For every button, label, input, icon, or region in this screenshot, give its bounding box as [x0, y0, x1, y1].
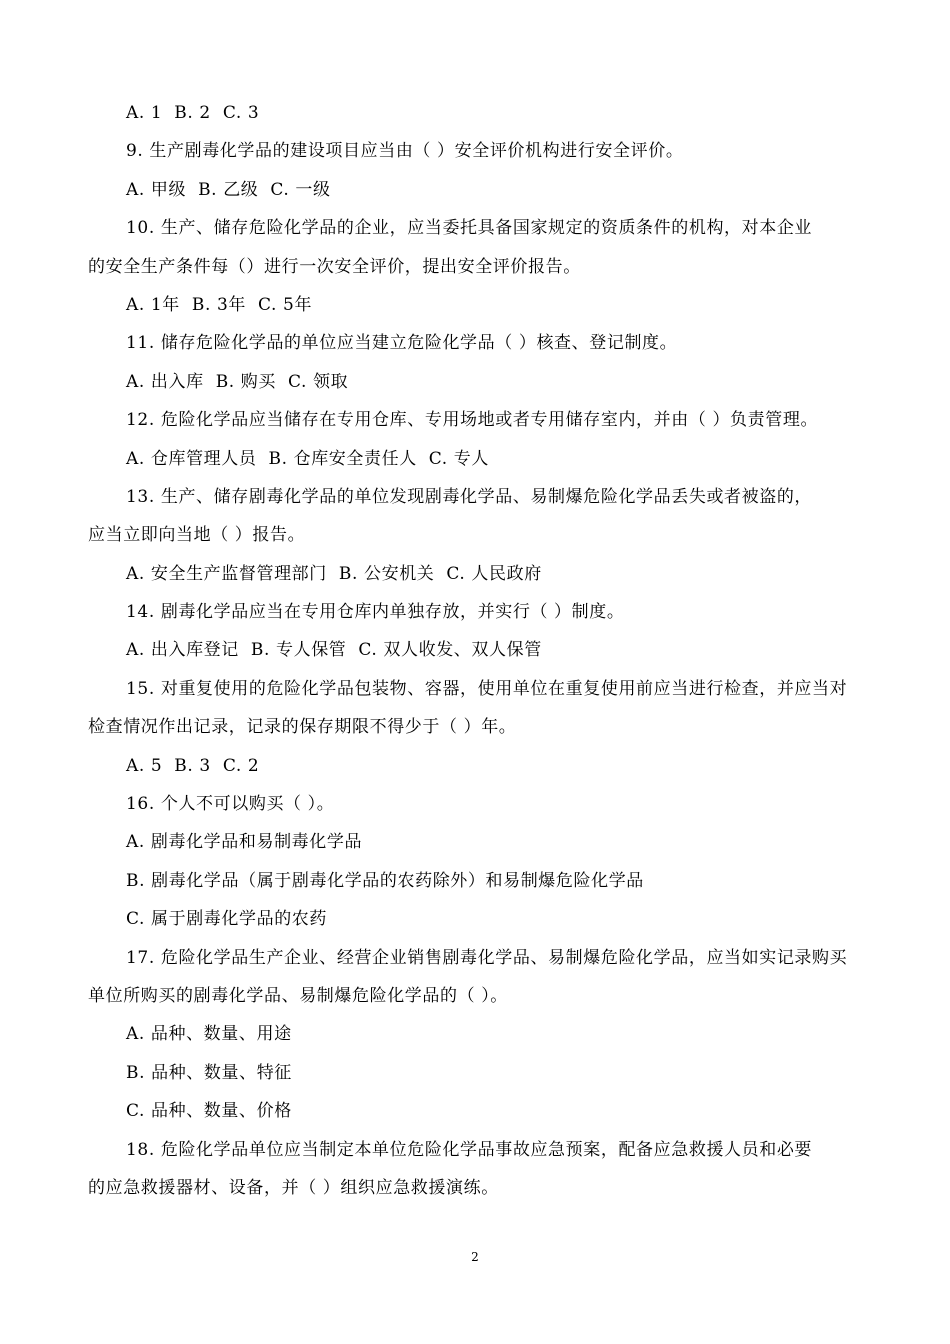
option-line: A. 1 B. 2 C. 3: [126, 103, 260, 123]
question-9: 9. 生产剧毒化学品的建设项目应当由（ ）安全评价机构进行安全评价。: [126, 141, 684, 162]
option-line: A. 仓库管理人员 B. 仓库安全责任人 C. 专人: [126, 448, 490, 469]
question-11: 11. 储存危险化学品的单位应当建立危险化学品（ ）核查、登记制度。: [126, 333, 678, 354]
question-17-continuation: 单位所购买的剧毒化学品、易制爆危险化学品的（ ）。: [88, 985, 508, 1006]
question-15: 15. 对重复使用的危险化学品包装物、容器，使用单位在重复使用前应当进行检查，并应当对: [126, 678, 848, 699]
question-12: 12. 危险化学品应当储存在专用仓库、专用场地或者专用储存室内，并由（ ）负责管理。: [126, 410, 819, 431]
question-17: 17. 危险化学品生产企业、经营企业销售剧毒化学品、易制爆危险化学品，应当如实记录购买: [126, 947, 848, 968]
option-c: C. 品种、数量、价格: [126, 1101, 292, 1122]
option-line: A. 出入库 B. 购买 C. 领取: [126, 371, 349, 392]
option-b: B. 剧毒化学品（属于剧毒化学品的农药除外）和易制爆危险化学品: [126, 870, 644, 891]
question-10: 10. 生产、储存危险化学品的企业，应当委托具备国家规定的资质条件的机构，对本企业: [126, 218, 813, 239]
question-18: 18. 危险化学品单位应当制定本单位危险化学品事故应急预案，配备应急救援人员和必要: [126, 1139, 813, 1160]
question-13-continuation: 应当立即向当地（ ）报告。: [88, 525, 306, 546]
exam-questions: [88, 94, 880, 1207]
option-line: A. 甲级 B. 乙级 C. 一级: [126, 179, 331, 200]
question-18-continuation: 的应急救援器材、设备，并（ ）组织应急救援演练。: [88, 1177, 499, 1198]
option-line: A. 安全生产监督管理部门 B. 公安机关 C. 人民政府: [126, 563, 542, 584]
option-a: A. 剧毒化学品和易制毒化学品: [126, 832, 363, 853]
question-10-continuation: 的安全生产条件每（）进行一次安全评价，提出安全评价报告。: [88, 256, 581, 277]
question-14: 14. 剧毒化学品应当在专用仓库内单独存放，并实行（ ）制度。: [126, 602, 625, 623]
option-a: A. 品种、数量、用途: [126, 1024, 292, 1045]
option-b: B. 品种、数量、特征: [126, 1062, 292, 1083]
option-line: A. 出入库登记 B. 专人保管 C. 双人收发、双人保管: [126, 640, 542, 661]
question-16: 16. 个人不可以购买（ ）。: [126, 794, 335, 815]
option-line: A. 5 B. 3 C. 2: [126, 755, 260, 776]
option-c: C. 属于剧毒化学品的农药: [126, 909, 328, 930]
page-number: 2: [471, 1250, 479, 1264]
question-15-continuation: 检查情况作出记录，记录的保存期限不得少于（ ）年。: [88, 717, 517, 738]
question-13: 13. 生产、储存剧毒化学品的单位发现剧毒化学品、易制爆危险化学品丢失或者被盗的，: [126, 486, 813, 507]
option-line: A. 1年 B. 3年 C. 5年: [126, 294, 313, 315]
